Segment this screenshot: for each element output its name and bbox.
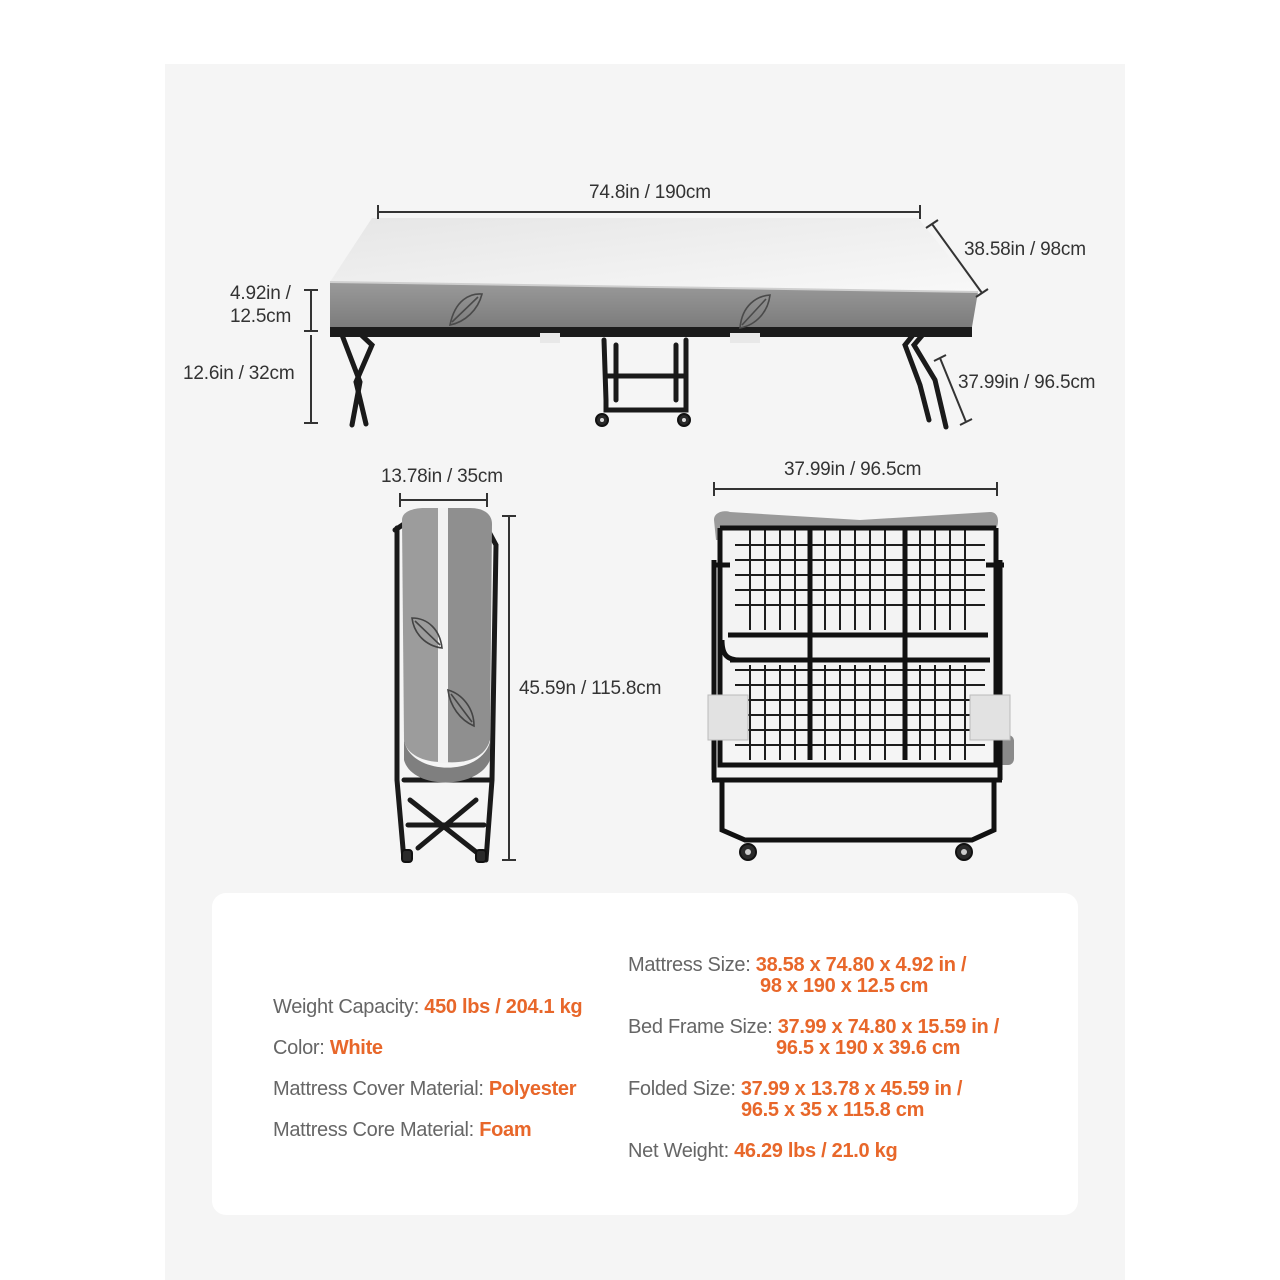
mattress-thickness-label-line2: 12.5cm <box>230 306 292 327</box>
length-label: 74.8in / 190cm <box>589 182 711 203</box>
spec-weight-capacity <box>273 997 582 1018</box>
folded-bed-front <box>708 511 1014 860</box>
spec-value-line2: 98 x 190 x 12.5 cm <box>760 975 929 997</box>
folded-width-label: 37.99in / 96.5cm <box>784 459 922 480</box>
frame-width-label: 37.99in / 96.5cm <box>958 372 1096 393</box>
spec-label: Weight Capacity: <box>273 996 425 1018</box>
spec-mattress-core-material <box>273 1120 531 1141</box>
spec-mattress-size <box>628 955 966 997</box>
folded-height-label: 45.59n / 115.8cm <box>519 678 662 699</box>
spec-value-line2: 96.5 x 190 x 39.6 cm <box>776 1037 961 1059</box>
spec-label: Bed Frame Size: <box>628 1016 778 1038</box>
unfolded-bed <box>330 218 978 427</box>
spec-bed-frame-size <box>628 1017 999 1059</box>
mattress-thickness-label-line1: 4.92in / <box>230 283 291 304</box>
spec-value: Polyester <box>488 1078 577 1100</box>
folded-depth-label: 13.78in / 35cm <box>381 466 503 487</box>
spec-value: 46.29 lbs / 21.0 kg <box>734 1140 898 1162</box>
spec-color <box>273 1038 383 1059</box>
frame-height-label: 12.6in / 32cm <box>183 363 295 384</box>
spec-label: Net Weight: <box>628 1140 735 1162</box>
spec-net-weight <box>628 1141 897 1162</box>
spec-value: 38.58 x 74.80 x 4.92 in / <box>755 954 967 976</box>
spec-label: Mattress Cover Material: <box>273 1078 489 1100</box>
spec-value-line2: 96.5 x 35 x 115.8 cm <box>741 1099 925 1121</box>
spec-folded-size <box>628 1079 962 1121</box>
spec-value: 37.99 x 13.78 x 45.59 in / <box>740 1078 963 1100</box>
spec-label: Mattress Core Material: <box>273 1119 480 1141</box>
folded-bed-side <box>395 508 496 862</box>
spec-value: Foam <box>479 1119 532 1141</box>
spec-value: White <box>329 1037 383 1059</box>
width-label: 38.58in / 98cm <box>964 239 1086 260</box>
spec-label: Mattress Size: <box>628 954 756 976</box>
spec-value: 37.99 x 74.80 x 15.59 in / <box>777 1016 999 1038</box>
spec-mattress-cover-material <box>273 1079 576 1100</box>
spec-value: 450 lbs / 204.1 kg <box>424 996 583 1018</box>
spec-label: Folded Size: <box>628 1078 741 1100</box>
spec-label: Color: <box>273 1037 330 1059</box>
